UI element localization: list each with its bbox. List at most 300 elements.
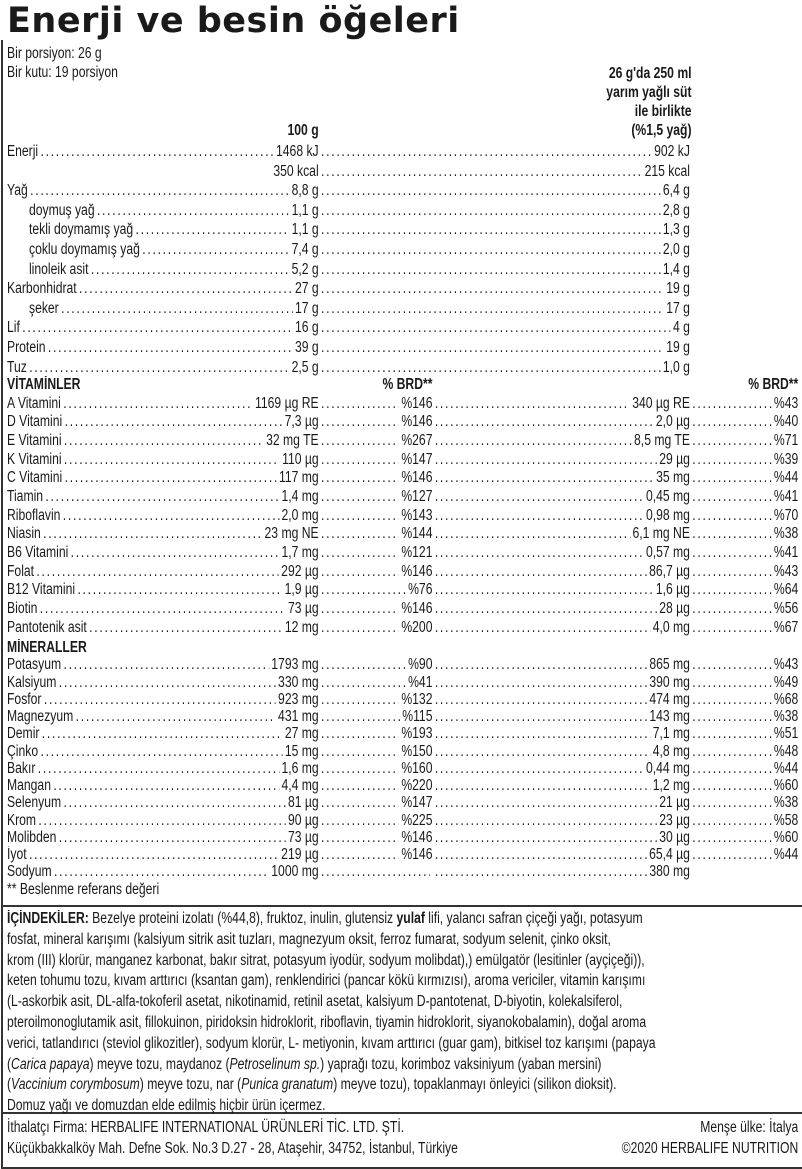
brd-per-serving: %40: [773, 413, 799, 431]
dot-leader: [321, 863, 430, 880]
column-header-serving-line: ile birlikte: [634, 103, 692, 120]
nutrient-name: Bakır: [7, 759, 36, 777]
dot-leader: [63, 507, 279, 526]
value-per-serving: 7,1 mg: [652, 725, 690, 743]
value-per-100g: 117 mg: [278, 469, 319, 487]
nutrient-cell: [7, 413, 319, 432]
dot-leader: [40, 142, 273, 162]
dot-leader: [692, 469, 771, 488]
dot-leader: [692, 395, 771, 414]
value-per-serving: 23 µg: [659, 811, 690, 829]
value-per-100g: 73 µg: [287, 600, 319, 618]
table-row: [7, 725, 798, 742]
value-per-serving: 35 mg: [656, 469, 690, 487]
table-row: [7, 142, 798, 162]
dot-leader: [435, 656, 647, 673]
dot-leader: [321, 201, 661, 221]
nutrient-name: B6 Vitamini: [7, 544, 69, 562]
nutrient-name: K Vitamini: [7, 450, 62, 468]
brd-cell: [319, 600, 433, 619]
ingredients-line: [7, 1034, 798, 1055]
table-row: [7, 488, 798, 507]
brd-cell: [319, 656, 433, 673]
brd-per-serving: %41: [773, 544, 799, 562]
dot-leader: [321, 469, 399, 488]
table-row: [7, 829, 798, 846]
dot-leader: [692, 619, 771, 638]
value-per-serving: 2,0 g: [662, 240, 690, 258]
value-per-serving: 29 µg: [659, 450, 690, 468]
nutrient-name: Sodyum: [7, 863, 52, 881]
dot-leader: [435, 863, 647, 880]
brd-per-100g: %127: [401, 488, 433, 506]
serving-cell: [432, 829, 689, 846]
column-header-serving-line: 26 g'da 250 ml: [608, 65, 692, 82]
value-per-100g: 219 µg: [281, 846, 319, 863]
dot-leader: [692, 743, 771, 760]
dot-leader: [79, 279, 293, 299]
nutrient-name: Mangan: [7, 777, 51, 794]
dot-leader: [63, 395, 252, 414]
column-header-serving-line: yarım yağlı süt: [606, 84, 692, 101]
table-row: [7, 674, 798, 691]
dot-leader: [97, 201, 289, 221]
nutrient-cell: [7, 777, 319, 794]
brd-per-100g: %143: [401, 506, 433, 524]
dot-leader: [435, 725, 651, 742]
ingredients-line: [7, 951, 798, 972]
brd-cell: [319, 507, 433, 526]
serving-cell: [319, 318, 690, 338]
table-row: [7, 469, 798, 488]
brd-cell: [319, 525, 433, 544]
nutrient-name: Riboflavin: [7, 506, 61, 524]
brd-per-serving: %44: [773, 469, 799, 487]
brd-cell: [690, 395, 798, 414]
dot-leader: [321, 432, 399, 451]
dot-leader: [321, 581, 406, 600]
nutrient-cell: [7, 507, 319, 526]
nutrient-name: Çinko: [7, 742, 39, 760]
dot-leader: [321, 674, 406, 691]
value-per-100g: 1,9 µg: [284, 581, 319, 599]
column-header-100g: 100 g: [287, 122, 319, 139]
value-per-serving: 1,4 g: [662, 260, 690, 278]
serving-cell: [432, 846, 689, 863]
brd-cell: [690, 674, 798, 691]
dot-leader: [435, 581, 654, 600]
value-per-serving: 6,4 g: [662, 182, 690, 200]
brd-cell: [319, 469, 433, 488]
copyright: ©2020 HERBALIFE NUTRITION: [621, 1139, 799, 1157]
value-per-serving: 2,0 µg: [655, 413, 690, 431]
dot-leader: [65, 413, 283, 432]
dot-leader: [435, 760, 644, 777]
value-per-100g: 27 g: [294, 280, 319, 298]
nutrient-name: tekli doymamış yağ: [28, 221, 134, 239]
brd-per-serving: %43: [773, 656, 799, 674]
nutrient-cell: [7, 863, 319, 880]
vitamins-heading: VİTAMİNLER: [7, 376, 81, 393]
brd-cell: [690, 544, 798, 563]
dot-leader: [692, 600, 771, 619]
value-per-100g: 110 µg: [282, 450, 319, 468]
table-row: [7, 794, 798, 811]
nutrient-cell: [7, 600, 319, 619]
table-row: [7, 563, 798, 582]
dot-leader: [692, 656, 771, 673]
value-per-100g: 1793 mg: [271, 656, 319, 674]
brd-cell: [319, 743, 433, 760]
value-per-serving: 0,44 mg: [645, 759, 690, 777]
table-row: [7, 451, 798, 470]
table-row: [7, 279, 798, 299]
ingredients-text: Domuz yağı ve domuzdan elde edilmiş hiçbir ürün içermez.: [7, 1097, 326, 1115]
brd-per-serving: %48: [773, 742, 799, 760]
serving-cell: [319, 220, 690, 240]
serving-cell: [319, 260, 690, 280]
nutrient-cell: [7, 544, 319, 563]
serving-cell: [319, 358, 690, 378]
table-row: [7, 600, 798, 619]
dot-leader: [692, 488, 771, 507]
serving-cell: [432, 600, 689, 619]
dot-leader: [321, 600, 399, 619]
brd-per-100g: %132: [401, 690, 433, 708]
value-per-serving: 865 mg: [649, 656, 690, 674]
ingredients-line: [7, 1055, 798, 1076]
dot-leader: [692, 760, 771, 777]
brd-per-serving: %38: [773, 708, 799, 725]
table-row: [7, 162, 798, 182]
dot-leader: [321, 338, 664, 358]
serving-cell: [432, 725, 689, 742]
value-per-100g: 7,4 g: [291, 240, 319, 258]
dot-leader: [30, 181, 289, 201]
ingredients-text: ) yaprağı tozu, korimboz vaksiniyum (yaban mersini): [320, 1055, 602, 1073]
dot-leader: [692, 451, 771, 470]
dot-leader: [435, 600, 657, 619]
brd-per-serving: %44: [773, 846, 799, 863]
table-row: [7, 358, 798, 378]
nutrient-cell: [7, 162, 319, 182]
value-per-100g: 2,5 g: [291, 358, 319, 376]
value-per-serving: 474 mg: [649, 690, 690, 708]
dot-leader: [63, 794, 285, 811]
table-row: [7, 318, 798, 338]
dot-leader: [321, 260, 661, 280]
serving-cell: [432, 674, 689, 691]
value-per-100g: 16 g: [294, 319, 319, 337]
dot-leader: [63, 656, 268, 673]
value-per-serving: 19 g: [666, 280, 690, 298]
ingredients-line: [7, 971, 798, 992]
ingredients-text: Bezelye proteini izolatı (%44,8), fruktoz, inulin, glutensiz: [88, 910, 397, 927]
brd-per-serving: %49: [773, 673, 799, 691]
serving-cell: [432, 507, 689, 526]
serving-cell: [319, 299, 690, 319]
nutrient-name: Selenyum: [7, 794, 62, 812]
brd-per-100g: %41: [408, 673, 433, 691]
value-per-serving: 902 kJ: [654, 143, 690, 160]
nutrient-cell: [7, 656, 319, 673]
nutrient-cell: [7, 142, 319, 162]
nutrient-name: Kalsiyum: [7, 673, 57, 691]
ingredients-text: krom (III) klorür, manganez karbonat, bakır sitrat, potasyum iyodür, sodyum molibdat),) emülgatör (lesitinler (ayçiçeği)),: [7, 951, 645, 969]
value-per-serving: 143 mg: [649, 708, 690, 725]
brd-cell: [690, 656, 798, 673]
ingredients-line: [7, 930, 798, 951]
divider: [1, 905, 802, 907]
table-row: [7, 863, 798, 880]
nutrient-cell: [7, 619, 319, 638]
serving-cell: [432, 794, 689, 811]
brd-cell: [319, 708, 433, 725]
dot-leader: [321, 708, 400, 725]
value-per-100g: 32 mg TE: [266, 432, 319, 450]
brd-per-serving: %68: [773, 690, 799, 708]
dot-leader: [692, 581, 771, 600]
dot-leader: [321, 142, 652, 162]
brd-cell: [690, 725, 798, 742]
dot-leader: [435, 525, 630, 544]
dot-leader: [321, 162, 642, 182]
value-per-serving: 30 µg: [659, 828, 690, 846]
nutrient-name: Lif: [7, 319, 20, 337]
brd-cell: [319, 812, 433, 829]
value-per-serving: 28 µg: [659, 600, 690, 618]
nutrient-name: D Vitamini: [7, 413, 63, 431]
serving-cell: [432, 581, 689, 600]
brd-per-100g: %220: [401, 777, 433, 794]
brd-per-serving: %38: [773, 794, 799, 812]
value-per-100g: 1,4 mg: [281, 488, 319, 506]
ingredients-text: pteroilmonoglutamik asit, fillokuinon, piridoksin hidroklorit, riboflavin, tiyamin hidroklorit, siyanokobalamin), doğal aroma: [7, 1013, 647, 1031]
brd-per-serving: %71: [773, 432, 799, 450]
dot-leader: [321, 563, 399, 582]
serving-cell: [432, 656, 689, 673]
dot-leader: [692, 413, 771, 432]
brd-header: % BRD**: [382, 376, 433, 393]
dot-leader: [321, 279, 664, 299]
brd-per-100g: %225: [401, 811, 433, 829]
value-per-serving: 17 g: [666, 299, 690, 317]
dot-leader: [435, 691, 647, 708]
brd-cell: [319, 619, 433, 638]
nutrient-cell: [7, 563, 319, 582]
nutrient-cell: [7, 794, 319, 811]
dot-leader: [321, 220, 661, 240]
dot-leader: [40, 743, 282, 760]
brd-per-100g: %115: [402, 708, 433, 725]
ingredients-text: verici, tatlandırıcı (steviol glikozitler), sodyum klorür, L- metiyonin, kıvam arttırıcı (guar gam), bitkisel toz karışımı (papaya: [7, 1034, 656, 1052]
vitamins-table: [7, 376, 798, 637]
nutrient-cell: [7, 674, 319, 691]
brd-cell: [690, 863, 798, 880]
brd-cell: [690, 563, 798, 582]
brd-per-serving: %67: [773, 618, 799, 636]
dot-leader: [142, 240, 289, 260]
table-row: [7, 581, 798, 600]
value-per-100g: 1,6 mg: [281, 759, 319, 777]
dot-leader: [64, 432, 264, 451]
nutrient-cell: [7, 451, 319, 470]
dot-leader: [321, 794, 399, 811]
dot-leader: [692, 846, 771, 863]
value-per-100g: 39 g: [294, 338, 319, 356]
dot-leader: [321, 358, 661, 378]
nutrient-name: Biotin: [7, 600, 38, 618]
dot-leader: [43, 525, 262, 544]
brd-per-100g: %144: [401, 525, 433, 543]
nutrient-name: doymuş yağ: [28, 201, 95, 219]
brd-per-100g: %90: [408, 656, 433, 674]
dot-leader: [435, 544, 644, 563]
nutrient-cell: [7, 525, 319, 544]
brd-header: % BRD**: [748, 376, 799, 393]
nutrient-name: Enerji: [7, 143, 39, 160]
value-per-100g: 1,1 g: [291, 201, 319, 219]
dot-leader: [321, 299, 664, 319]
table-row: [7, 201, 798, 221]
column-headers: [7, 64, 798, 140]
nutrient-name: çoklu doymamış yağ: [28, 240, 140, 258]
origin-country: Menşe ülke: İtalya: [700, 1119, 799, 1136]
brd-cell: [690, 743, 798, 760]
minerals-table: [7, 639, 798, 898]
nutrient-name: Demir: [7, 725, 40, 743]
nutrient-name: Potasyum: [7, 656, 62, 674]
dot-leader: [435, 488, 644, 507]
value-per-serving: 215 kcal: [644, 162, 690, 180]
value-per-serving: 0,57 mg: [645, 544, 690, 562]
serving-cell: [432, 777, 689, 794]
dot-leader: [321, 691, 399, 708]
nutrient-cell: [7, 338, 319, 358]
dot-leader: [692, 691, 771, 708]
brd-cell: [319, 488, 433, 507]
dot-leader: [435, 846, 647, 863]
dot-leader: [435, 413, 654, 432]
table-row: [7, 743, 798, 760]
ingredients-line: [7, 909, 798, 930]
nutrient-name: A Vitamini: [7, 394, 61, 412]
value-per-serving: 4,8 mg: [652, 742, 690, 760]
serving-cell: [432, 812, 689, 829]
value-per-100g: 1,7 mg: [281, 544, 319, 562]
value-per-serving: 6,1 mg NE: [632, 525, 690, 543]
nutrient-name: şeker: [28, 299, 59, 317]
ingredients-text: Punica granatum: [241, 1076, 334, 1094]
dot-leader: [692, 829, 771, 846]
dot-leader: [321, 507, 399, 526]
value-per-serving: 0,98 mg: [645, 506, 690, 524]
dot-leader: [692, 794, 771, 811]
ingredients-line: [7, 992, 798, 1013]
dot-leader: [71, 544, 279, 563]
dot-leader: [77, 581, 282, 600]
table-row: [7, 525, 798, 544]
dot-leader: [321, 846, 399, 863]
brd-cell: [319, 395, 433, 414]
brd-per-100g: %146: [401, 828, 433, 846]
nutrient-name: Protein: [7, 338, 46, 356]
dot-leader: [435, 743, 651, 760]
dot-leader: [42, 725, 283, 742]
table-row: [7, 299, 798, 319]
value-per-serving: 4,0 mg: [652, 618, 690, 636]
dot-leader: [435, 829, 657, 846]
address: Küçükbakkalköy Mah. Defne Sok. No.3 D.27 - 28, Ataşehir, 34752, İstanbul, Türkiye: [7, 1139, 458, 1157]
ingredients-text: (: [7, 1076, 12, 1094]
brd-per-100g: %146: [401, 394, 433, 412]
table-row: [7, 338, 798, 358]
brd-cell: [690, 507, 798, 526]
nutrient-cell: [7, 760, 319, 777]
dot-leader: [435, 432, 632, 451]
dot-leader: [321, 777, 399, 794]
dot-leader: [321, 619, 399, 638]
value-per-100g: 15 mg: [284, 742, 319, 760]
nutrient-name: Tuz: [7, 358, 27, 376]
brd-per-100g: %267: [401, 432, 433, 450]
brd-per-100g: %121: [401, 544, 433, 562]
value-per-100g: 23 mg NE: [264, 525, 319, 543]
ingredients-text: yulaf: [396, 910, 425, 927]
brd-cell: [319, 451, 433, 470]
value-per-serving: 86,7 µg: [649, 562, 690, 580]
value-per-100g: 5,2 g: [291, 260, 319, 278]
serving-cell: [319, 181, 690, 201]
serving-cell: [432, 544, 689, 563]
dot-leader: [321, 395, 399, 414]
nutrient-cell: [7, 743, 319, 760]
brd-per-100g: %146: [401, 469, 433, 487]
dot-leader: [40, 600, 286, 619]
brd-cell: [690, 794, 798, 811]
brd-per-100g: %146: [401, 846, 433, 863]
table-row: [7, 395, 798, 414]
brd-per-serving: %60: [773, 828, 799, 846]
value-per-100g: 8,8 g: [291, 182, 319, 200]
ingredients-text: lifi, yalancı safran çiçeği yağı, potasyum: [424, 910, 643, 927]
value-per-100g: 7,3 µg: [284, 413, 319, 431]
brd-per-serving: %64: [773, 581, 799, 599]
nutrient-name: Krom: [7, 811, 37, 829]
brd-cell: [319, 777, 433, 794]
table-row: [7, 181, 798, 201]
serving-cell: [432, 413, 689, 432]
serving-cell: [432, 619, 689, 638]
table-row: [7, 656, 798, 673]
value-per-serving: 1,2 mg: [652, 777, 690, 794]
dot-leader: [53, 777, 279, 794]
value-per-serving: 2,8 g: [662, 201, 690, 219]
brd-per-serving: %38: [773, 525, 799, 543]
dot-leader: [76, 708, 276, 725]
dot-leader: [89, 619, 282, 638]
value-per-100g: 27 mg: [284, 725, 319, 743]
serving-cell: [432, 525, 689, 544]
serving-cell: [319, 240, 690, 260]
brd-cell: [690, 451, 798, 470]
dot-leader: [22, 318, 292, 338]
nutrient-cell: [7, 358, 319, 378]
dot-leader: [692, 544, 771, 563]
ingredients-line: [7, 1013, 798, 1034]
nutrient-cell: [7, 299, 319, 319]
brd-per-serving: %70: [773, 506, 799, 524]
